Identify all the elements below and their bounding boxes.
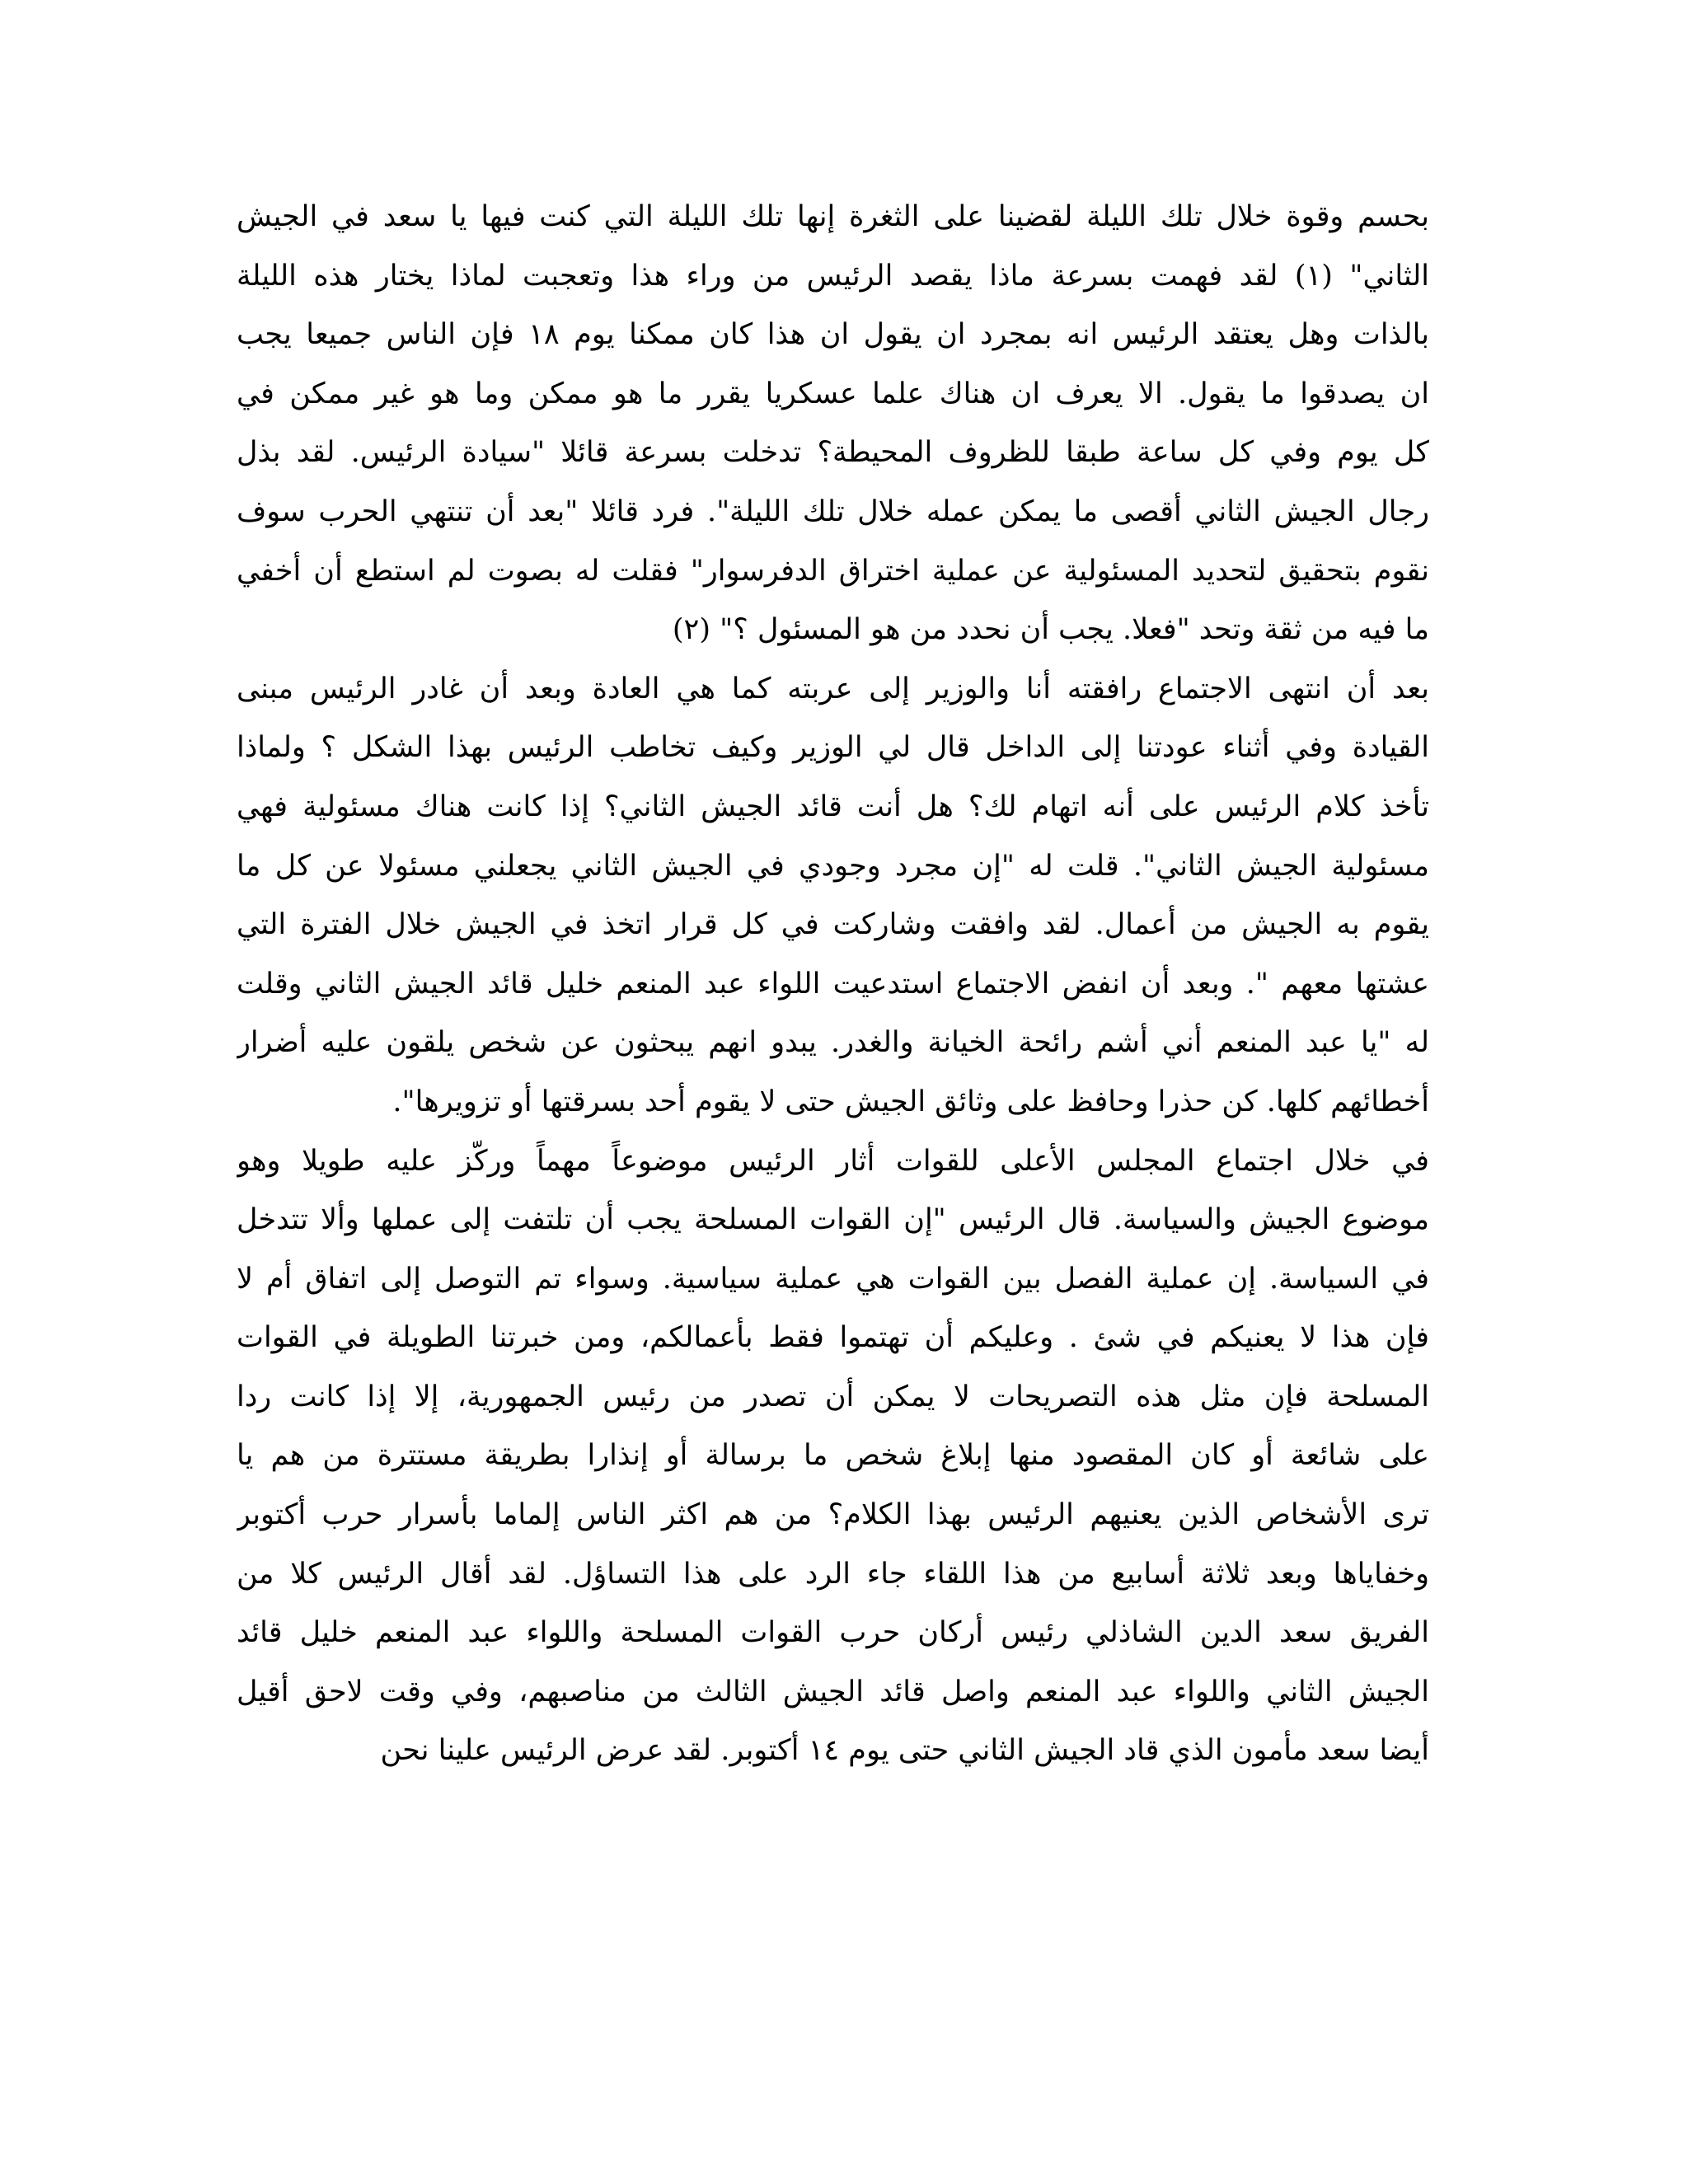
text-line: موضوع الجيش والسياسة. قال الرئيس "إن القوات المسلحة يجب أن تلتفت إلى عملها وألا تتدخل	[237, 1203, 1429, 1237]
paragraph-2	[237, 660, 1429, 1132]
text-line: الفريق سعد الدين الشاذلي رئيس أركان حرب القوات المسلحة واللواء عبد المنعم خليل قائد	[237, 1616, 1429, 1650]
text-line: نقوم بتحقيق لتحديد المسئولية عن عملية اختراق الدفرسوار" فقلت له بصوت لم استطع أن أخفي	[237, 554, 1429, 588]
text-line: المسلحة فإن مثل هذه التصريحات لا يمكن أن تصدر من رئيس الجمهورية، إلا إذا كانت ردا	[237, 1380, 1429, 1413]
text-line: أخطائهم كلها. كن حذرا وحافظ على وثائق الجيش حتى لا يقوم أحد بسرقتها أو تزويرها".	[392, 1085, 1429, 1118]
text-line: أيضا سعد مأمون الذي قاد الجيش الثاني حتى يوم ١٤ أكتوبر. لقد عرض الرئيس علينا نحن	[380, 1734, 1429, 1768]
text-line: في السياسة. إن عملية الفصل بين القوات هي عملية سياسية. وسواء تم التوصل إلى اتفاق أم لا	[237, 1262, 1429, 1296]
text-line: فإن هذا لا يعنيكم في شئ . وعليكم أن تهتموا فقط بأعمالكم، ومن خبرتنا الطويلة في القوات	[237, 1321, 1429, 1355]
text-line: الجيش الثاني واللواء عبد المنعم واصل قائد الجيش الثالث من مناصبهم، وفي وقت لاحق أقيل	[237, 1675, 1429, 1708]
text-line: في خلال اجتماع المجلس الأعلى للقوات أثار الرئيس موضوعاً مهماً وركّز عليه طويلا وهو	[237, 1144, 1429, 1178]
text-line: على شائعة أو كان المقصود منها إبلاغ شخص ما برسالة أو إنذارا بطريقة مستترة من هم يا	[237, 1439, 1429, 1473]
text-line: ان يصدقوا ما يقول. الا يعرف ان هناك علما عسكريا يقرر ما هو ممكن وما هو غير ممكن في	[237, 377, 1429, 410]
text-line: الثاني" (١) لقد فهمت بسرعة ماذا يقصد الرئيس من وراء هذا وتعجبت لماذا يختار هذه الليلة	[237, 259, 1429, 293]
text-line: مسئولية الجيش الثاني". قلت له "إن مجرد وجودي في الجيش الثاني يجعلني مسئولا عن كل ما	[237, 849, 1429, 883]
text-line: يقوم به الجيش من أعمال. لقد وافقت وشاركت في كل قرار اتخذ في الجيش خلال الفترة التي	[237, 908, 1429, 942]
text-line: عشتها معهم ". وبعد أن انفض الاجتماع استدعيت اللواء عبد المنعم خليل قائد الجيش الثاني وقلت	[237, 967, 1429, 1001]
paragraph-3	[237, 1132, 1429, 1782]
text-line: تأخذ كلام الرئيس على أنه اتهام لك؟ هل أنت قائد الجيش الثاني؟ إذا كانت هناك مسئولية فهي	[237, 790, 1429, 823]
document-page	[237, 188, 1429, 1781]
text-line: له "يا عبد المنعم أني أشم رائحة الخيانة والغدر. يبدو انهم يبحثون عن شخص يلقون عليه أضرار	[237, 1026, 1429, 1060]
text-line: وخفاياها وبعد ثلاثة أسابيع من هذا اللقاء جاء الرد على هذا التساؤل. لقد أقال الرئيس كلا من	[237, 1557, 1429, 1591]
paragraph-1	[237, 188, 1429, 660]
text-line: بعد أن انتهى الاجتماع رافقته أنا والوزير إلى عربته كما هي العادة وبعد أن غادر الرئيس مبنى	[237, 672, 1429, 705]
text-line: رجال الجيش الثاني أقصى ما يمكن عمله خلال تلك الليلة". فرد قائلا "بعد أن تنتهي الحرب سوف	[237, 494, 1429, 528]
text-line: بالذات وهل يعتقد الرئيس انه بمجرد ان يقول ان هذا كان ممكنا يوم ١٨ فإن الناس جميعا يجب	[237, 318, 1429, 352]
text-line: بحسم وقوة خلال تلك الليلة لقضينا على الثغرة إنها تلك الليلة التي كنت فيها يا سعد في الجيش	[237, 200, 1429, 233]
text-line: كل يوم وفي كل ساعة طبقا للظروف المحيطة؟ تدخلت بسرعة قائلا "سيادة الرئيس. لقد بذل	[237, 436, 1429, 470]
text-line: القيادة وفي أثناء عودتنا إلى الداخل قال لي الوزير وكيف تخاطب الرئيس بهذا الشكل ؟ ولماذا	[237, 731, 1429, 765]
text-line: ما فيه من ثقة وتحد "فعلا. يجب أن نحدد من هو المسئول ؟" (٢)	[672, 613, 1429, 647]
text-line: ترى الأشخاص الذين يعنيهم الرئيس بهذا الكلام؟ من هم اكثر الناس إلماما بأسرار حرب أكتوبر	[237, 1498, 1429, 1532]
